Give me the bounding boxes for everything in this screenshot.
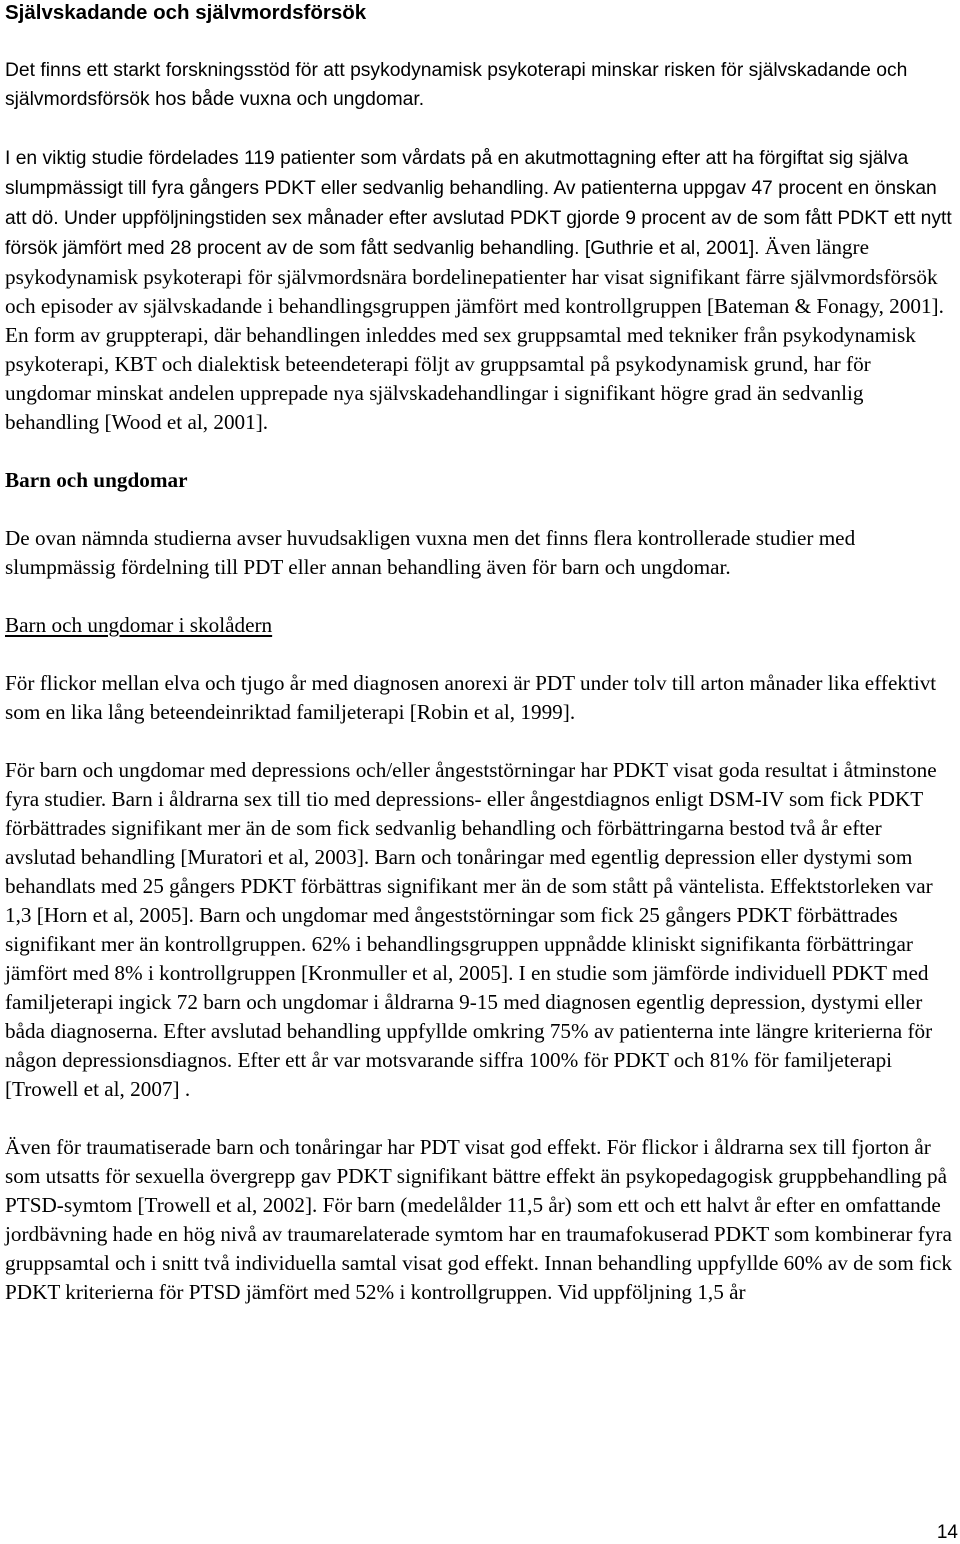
section-heading-children-youth: Barn och ungdomar	[5, 468, 188, 492]
paragraph-trauma: Även för traumatiserade barn och tonåringar har PDT visat god effekt. För flickor i åldrarna sex till fjorton år som utsatts för sexuella övergrepp gav PDKT signifikant bättre effekt än psykopedagogisk gruppbehandling på PTSD-symtom [Trowell et al, 2002]. För barn (medelålder 11,5 år) som ett och ett halvt år efter en omfattande jordbävning hade en hög nivå av traumarelaterade symtom har en traumafokuserad PDKT som kombinerar fyra gruppsamtal och i snitt två individuella samtal visat god effekt. Innan behandling uppfyllde 60% av de som fick PDKT kriterierna för PTSD jämfört med 52% i kontrollgruppen. Vid uppföljning 1,5 år	[5, 1135, 952, 1304]
paragraph-anorexia: För flickor mellan elva och tjugo år med diagnosen anorexi är PDT under tolv till arton månader lika effektivt som en lika lång beteendeinriktad familjeterapi [Robin et al, 1999].	[5, 671, 937, 724]
page-number: 14	[936, 1522, 958, 1543]
paragraph-intro-self-harm: Det finns ett starkt forskningsstöd för att psykodynamisk psykoterapi minskar risken för självskadande och självmordsförsök hos både vuxna och ungdomar.	[5, 60, 908, 110]
document-page	[5, 0, 955, 1307]
subsection-heading-school-age: Barn och ungdomar i skolådern	[5, 613, 273, 637]
paragraph-self-harm-studies-sans-part: I en viktig studie fördelades 119 patienter som vårdats på en akutmottagning efter att ha förgiftat sig själva slumpmässigt till fyra gångers PDKT eller sedvanlig behandling. Av patienterna uppgav 47 procent en önskan att dö. Under uppföljningstiden sex månader efter avslutad PDKT gjorde 9 procent av de som fått PDKT ett nytt försök jämfört med 28 procent av de som fått sedvanlig behandling. [Guthrie et al, 2001].	[5, 148, 952, 259]
paragraph-self-harm-studies-serif-part: Även längre psykodynamisk psykoterapi för självmordsnära bordelinepatienter har visat signifikant färre självmordsförsök och episoder av självskadande i behandlingsgruppen jämfört med kontrollgruppen [Bateman & Fonagy, 2001]. En form av gruppterapi, där behandlingen inleddes med sex gruppsamtal med tekniker från psykodynamisk psykoterapi, KBT och dialektisk beteendeterapi följt av gruppsamtal på psykodynamisk grund, har för ungdomar minskat andelen upprepade nya självskadehandlingar i signifikant högre grad än sedvanlig behandling [Wood et al, 2001].	[5, 235, 944, 434]
section-heading-self-harm: Självskadande och självmordsförsök	[5, 1, 367, 24]
paragraph-children-youth-intro: De ovan nämnda studierna avser huvudsakligen vuxna men det finns flera kontrollerade studier med slumpmässig fördelning till PDT eller annan behandling även för barn och ungdomar.	[5, 526, 856, 579]
paragraph-depression-anxiety: För barn och ungdomar med depressions och/eller ångeststörningar har PDKT visat goda resultat i åtminstone fyra studier. Barn i åldrarna sex till tio med depressions- eller ångestdiagnos enligt DSM-IV som fick PDKT förbättrades signifikant mer än de som fick sedvanlig behandling och förbättringarna bestod två år efter avslutad behandling [Muratori et al, 2003]. Barn och tonåringar med egentlig depression eller dystymi som behandlats med 25 gångers PDKT förbättras signifikant mer än de som stått på väntelista. Effektstorleken var 1,3 [Horn et al, 2005]. Barn och ungdomar med ångeststörningar som fick 25 gångers PDKT förbättrades signifikant mer än kontrollgruppen. 62% i behandlingsgruppen uppnådde kliniskt signifikanta förbättringar jämfört med 8% i kontrollgruppen [Kronmuller et al, 2005]. I en studie som jämförde individuell PDKT med familjeterapi ingick 72 barn och ungdomar i åldrarna 9-15 med diagnosen egentlig depression, dystymi eller båda diagnoserna. Efter avslutad behandling uppfyllde omkring 75% av patienterna inte längre kriterierna för någon depressionsdiagnos. Efter ett år var motsvarande siffra 100% för PDKT och 81% för familjeterapi [Trowell et al, 2007] .	[5, 758, 937, 1101]
paragraph-self-harm-studies	[5, 143, 955, 437]
